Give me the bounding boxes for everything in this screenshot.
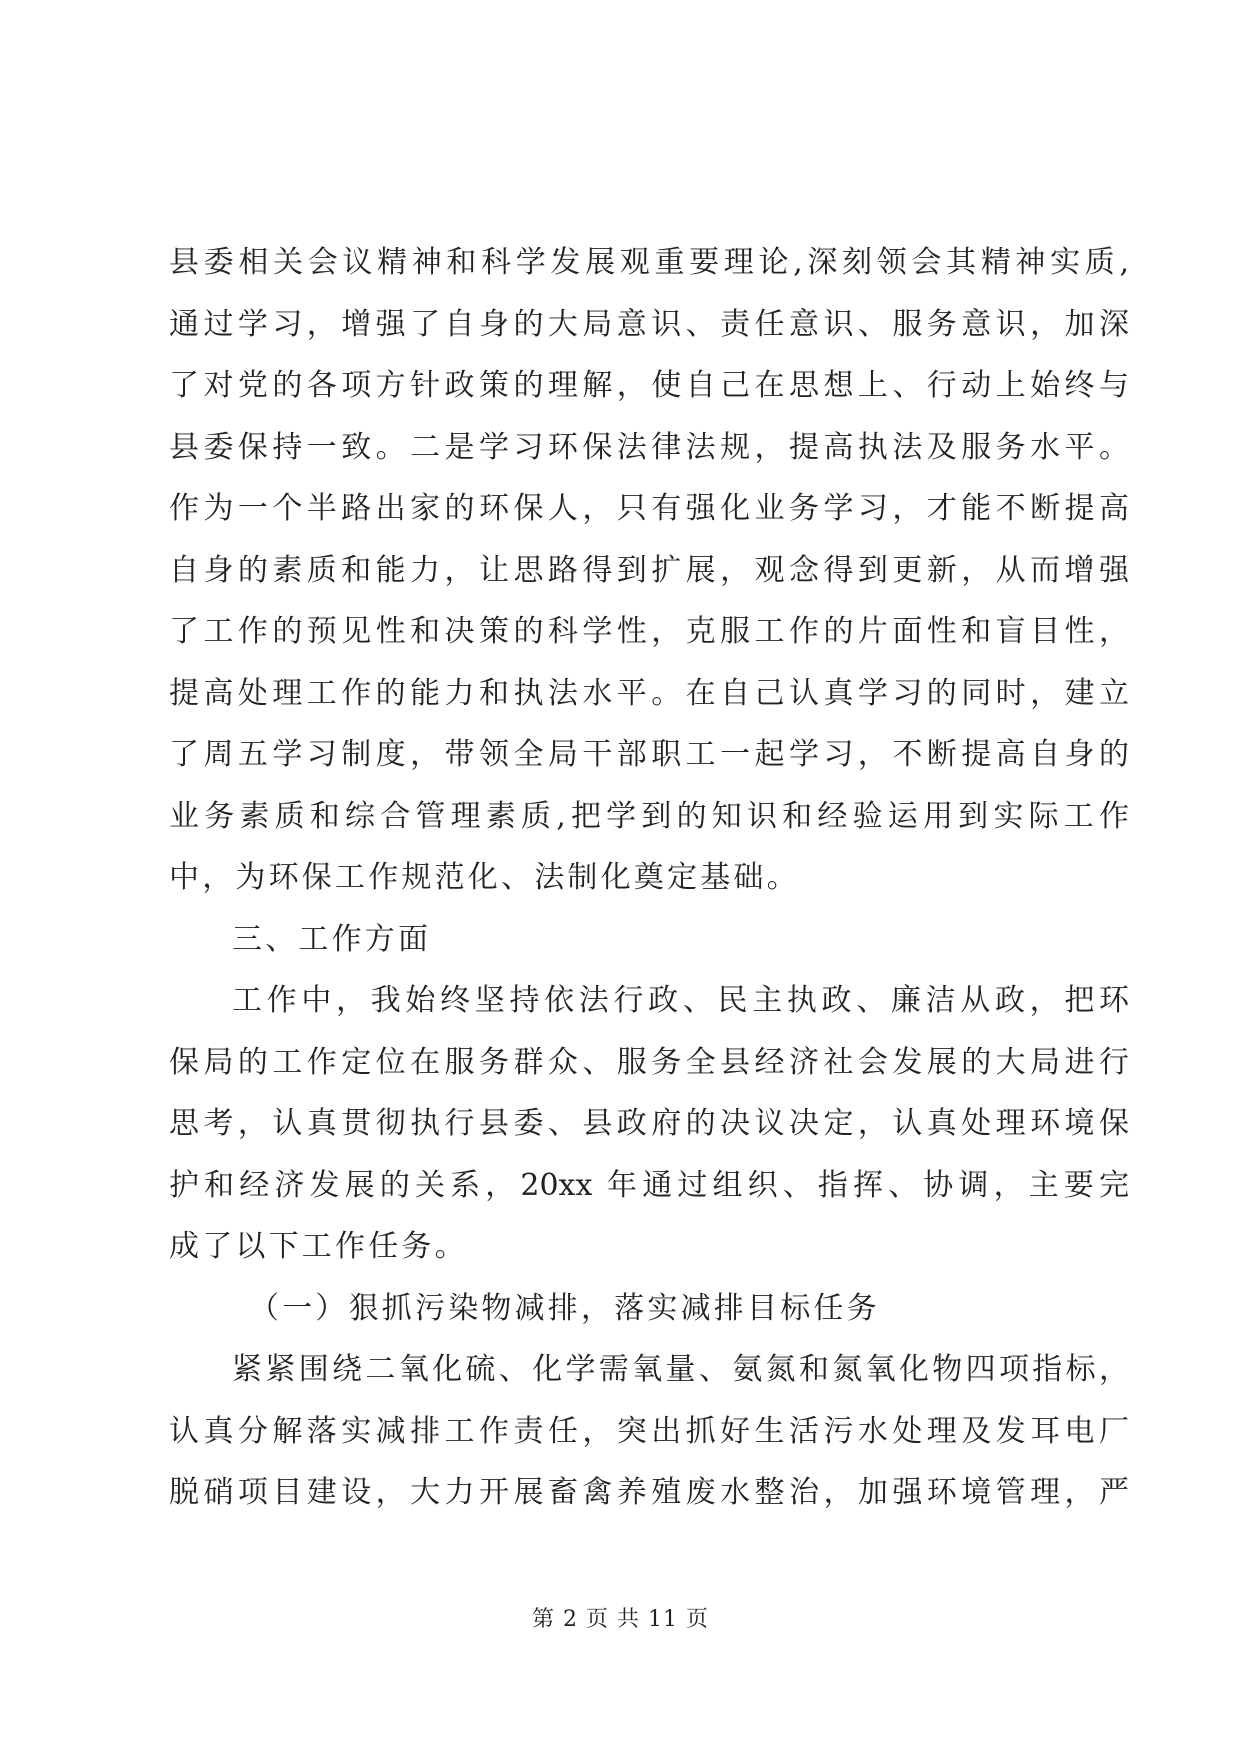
subsection-heading: （一）狠抓污染物减排，落实减排目标任务 bbox=[249, 1290, 880, 1326]
text-line: 成了以下工作任务。 bbox=[169, 1229, 468, 1264]
paragraph-first-line: 紧紧围绕二氧化硫、化学需氧量、氨氮和氮氧化物四项指标， bbox=[232, 1352, 1129, 1387]
section-heading: 三、工作方面 bbox=[232, 921, 432, 957]
text-line: 作为一个半路出家的环保人，只有强化业务学习，才能不断提高 bbox=[169, 491, 1129, 526]
text-line: 自身的素质和能力，让思路得到扩展，观念得到更新，从而增强 bbox=[169, 552, 1129, 588]
paragraph-first-line: 工作中，我始终坚持依法行政、民主执政、廉洁从政，把环 bbox=[232, 983, 1129, 1018]
text-line: 了对党的各项方针政策的理解，使自己在思想上、行动上始终与 bbox=[169, 368, 1129, 403]
text-line: 中，为环保工作规范化、法制化奠定基础。 bbox=[169, 860, 800, 895]
text-line: 思考，认真贯彻执行县委、县政府的决议决定，认真处理环境保 bbox=[169, 1106, 1129, 1141]
text-line: 了周五学习制度，带领全局干部职工一起学习，不断提高自身的 bbox=[169, 737, 1129, 772]
document-body bbox=[169, 232, 1129, 1524]
text-line: 通过学习，增强了自身的大局意识、责任意识、服务意识，加深 bbox=[169, 306, 1129, 342]
text-line: 了工作的预见性和决策的科学性，克服工作的片面性和盲目性， bbox=[169, 614, 1129, 649]
text-line: 认真分解落实减排工作责任，突出抓好生活污水处理及发耳电厂 bbox=[169, 1413, 1129, 1449]
text-line: 县委相关会议精神和科学发展观重要理论,深刻领会其精神实质, bbox=[169, 245, 1129, 280]
text-line: 提高处理工作的能力和执法水平。在自己认真学习的同时，建立 bbox=[169, 675, 1129, 711]
text-line: 护和经济发展的关系，20xx 年通过组织、指挥、协调，主要完 bbox=[169, 1167, 1129, 1203]
text-line: 保局的工作定位在服务群众、服务全县经济社会发展的大局进行 bbox=[169, 1044, 1129, 1080]
text-line: 县委保持一致。二是学习环保法律法规，提高执法及服务水平。 bbox=[169, 429, 1129, 465]
text-line: 业务素质和综合管理素质,把学到的知识和经验运用到实际工作 bbox=[169, 798, 1129, 834]
page-number-footer: 第 2 页 共 11 页 bbox=[532, 1607, 709, 1632]
text-line: 脱硝项目建设，大力开展畜禽养殖废水整治，加强环境管理，严 bbox=[169, 1475, 1129, 1510]
